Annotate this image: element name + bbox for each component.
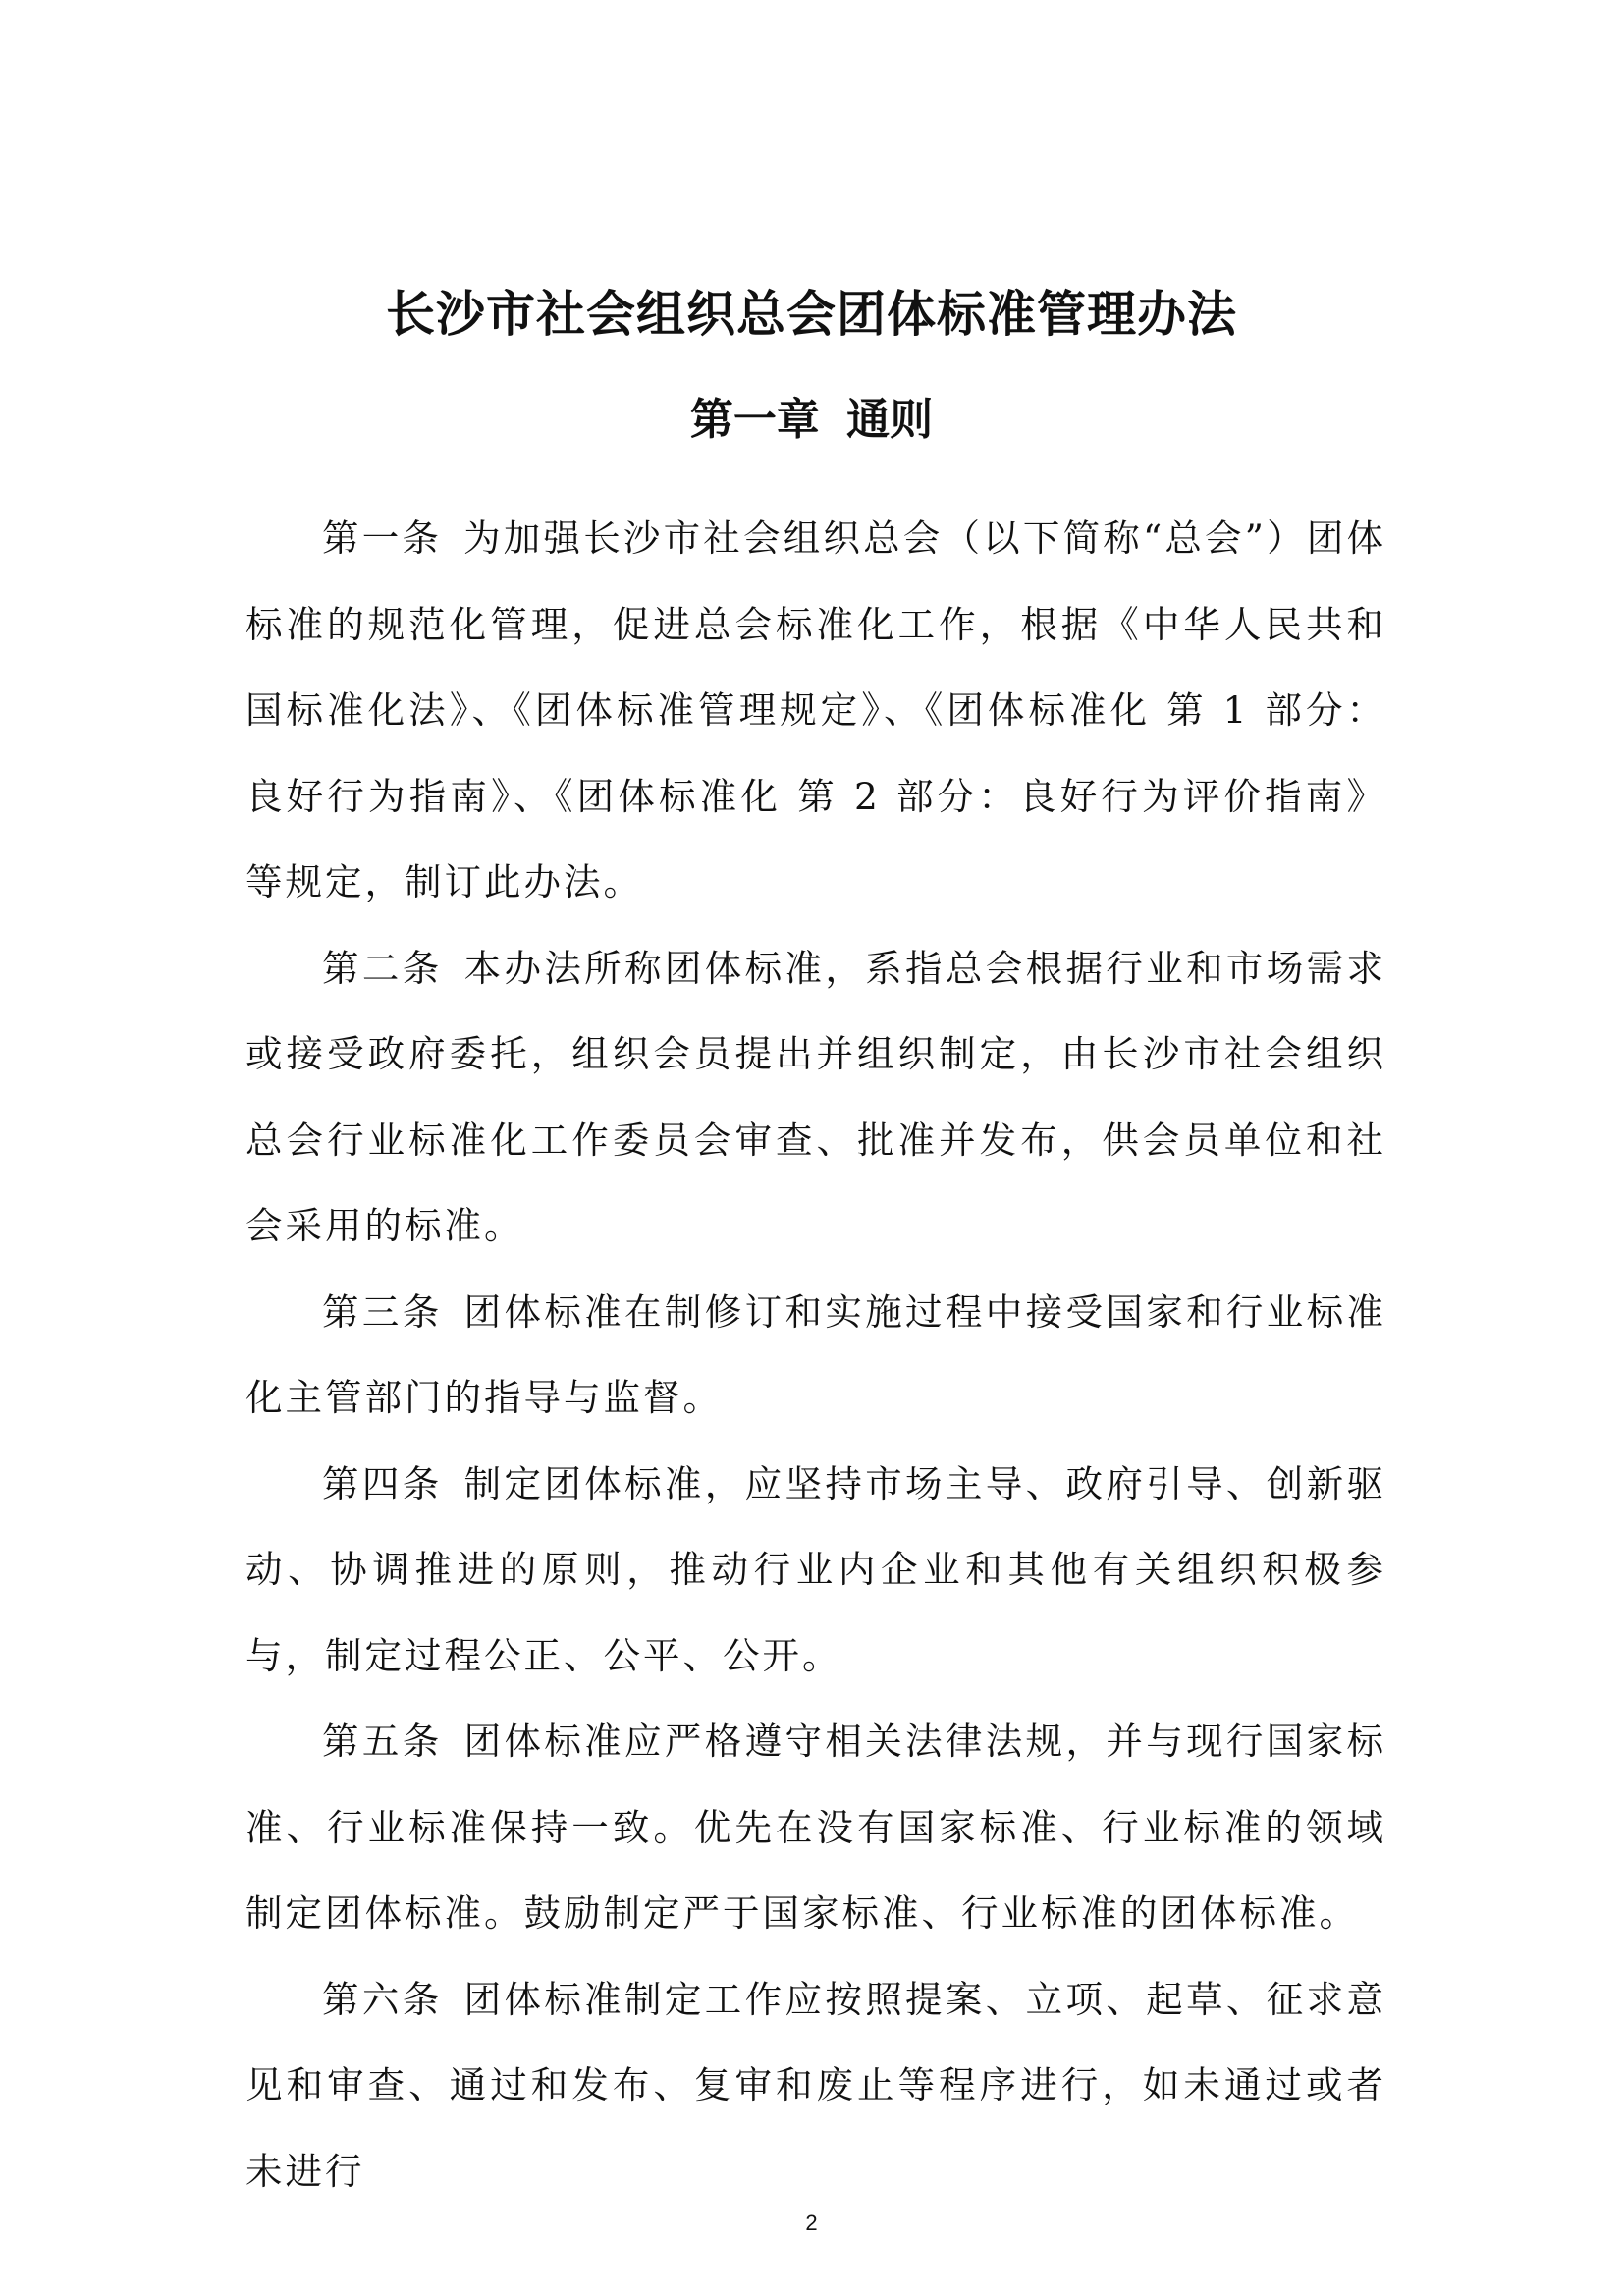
article-number: 第五条 — [322, 1720, 443, 1763]
article-number: 第六条 — [322, 1977, 443, 2021]
article-2 — [245, 926, 1386, 1270]
article-number: 第二条 — [322, 946, 443, 990]
document-title: 长沙市社会组织总会团体标准管理办法 — [386, 285, 1237, 343]
article-1 — [245, 496, 1386, 926]
article-text: 团体标准在制修订和实施过程中接受国家和行业标准化主管部门的指导与监督。 — [245, 1289, 1387, 1419]
article-text: 团体标准制定工作应按照提案、立项、起草、征求意见和审查、通过和发布、复审和废止等程序进行，如未通过或者未进行 — [245, 1977, 1387, 2193]
article-number: 第三条 — [322, 1289, 443, 1334]
article-text: 团体标准应严格遵守相关法律法规，并与现行国家标准、行业标准保持一致。优先在没有国家标准、行业标准的领域制定团体标准。鼓励制定严于国家标准、行业标准的团体标准。 — [245, 1720, 1387, 1935]
page-number: 2 — [805, 2211, 818, 2235]
article-6 — [245, 1957, 1386, 2215]
article-number: 第一条 — [322, 517, 443, 560]
article-3 — [245, 1270, 1386, 1442]
article-4 — [245, 1442, 1386, 1700]
chapter-title: 第一章 通则 — [689, 395, 934, 445]
article-text: 为加强长沙市社会组织总会（以下简称“总会”）团体标准的规范化管理，促进总会标准化工作，根据《中华人民共和国标准化法》、《团体标准管理规定》、《团体标准化 第 1 部分：良好行为指南》、《团体标准化 第 2 部分：良好行为评价指南》等规定，制订此办法。 — [245, 517, 1387, 903]
article-number: 第四条 — [322, 1461, 443, 1505]
article-text: 本办法所称团体标准，系指总会根据行业和市场需求或接受政府委托，组织会员提出并组织制定，由长沙市社会组织总会行业标准化工作委员会审查、批准并发布，供会员单位和社会采用的标准。 — [245, 946, 1387, 1247]
article-5 — [245, 1699, 1386, 1957]
document-body — [245, 496, 1386, 2214]
article-text: 制定团体标准，应坚持市场主导、政府引导、创新驱动、协调推进的原则，推动行业内企业和其他有关组织积极参与，制定过程公正、公平、公开。 — [245, 1461, 1387, 1677]
